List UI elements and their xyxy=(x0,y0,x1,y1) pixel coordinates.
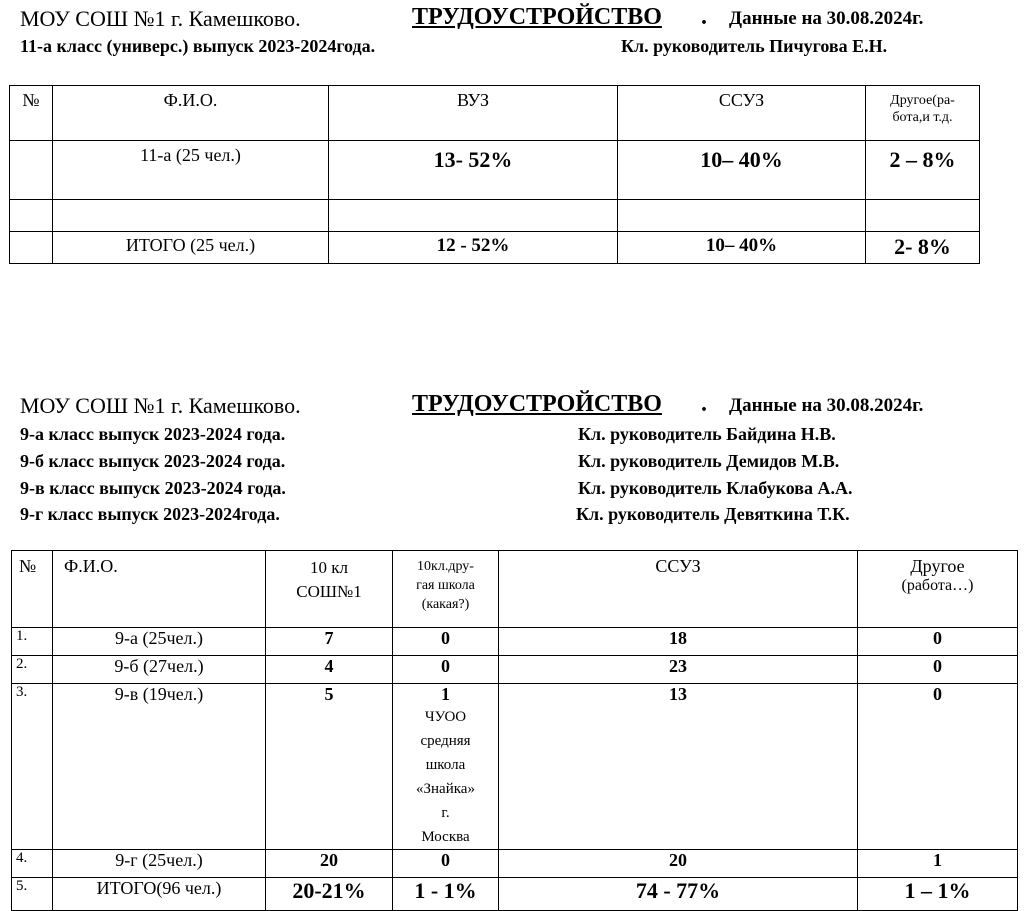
header-other-school-line1: 10кл.дру- xyxy=(417,559,474,574)
row-ssuz: 13 xyxy=(499,684,858,850)
row-other: 2 – 8% xyxy=(866,141,980,200)
row-other-school: 0 xyxy=(393,628,499,656)
report1-date: Данные на 30.08.2024г. xyxy=(729,8,924,29)
report2-class-line: 9-в класс выпуск 2023-2024 года. xyxy=(20,478,286,498)
report1-title-text: ТРУДОУСТРОЙСТВО xyxy=(412,4,662,30)
report1-school: МОУ СОШ №1 г. Камешково. xyxy=(20,6,301,31)
report1-table-row xyxy=(10,141,980,200)
report1-total-row xyxy=(10,232,980,264)
report2-title-text: ТРУДОУСТРОЙСТВО xyxy=(412,391,662,417)
row-school1: 7 xyxy=(266,628,393,656)
report1-header-row xyxy=(10,86,980,141)
row-other: 0 xyxy=(858,628,1018,656)
row-fio: 11-а (25 чел.) xyxy=(53,141,329,200)
row-vuz: 13- 52% xyxy=(329,141,618,200)
report1-table xyxy=(9,85,980,264)
header-other-school-line2: гая школа xyxy=(416,578,475,593)
report2-header-row xyxy=(12,551,1018,628)
report2-title-dot: . xyxy=(701,391,707,417)
report2-class-line: 9-б класс выпуск 2023-2024 года. xyxy=(20,451,286,471)
note-line: г. xyxy=(441,805,450,821)
row-num: 3. xyxy=(12,684,53,850)
row-num: 2. xyxy=(12,656,53,684)
report2-table xyxy=(11,550,1018,911)
report2-table-row xyxy=(12,656,1018,684)
total-ssuz: 10– 40% xyxy=(618,232,866,264)
row-other-school: 0 xyxy=(393,656,499,684)
report1-title xyxy=(412,4,662,31)
row-school1: 5 xyxy=(266,684,393,850)
report1-teacher-line: Кл. руководитель Пичугова Е.Н. xyxy=(621,36,888,56)
header-num: № xyxy=(10,86,53,141)
total-school1: 20-21% xyxy=(266,878,393,911)
row-fio: 9-а (25чел.) xyxy=(53,628,266,656)
header-other-line2: (работа…) xyxy=(901,577,974,594)
empty-cell xyxy=(866,200,980,232)
row-other-school-value: 1 xyxy=(441,684,450,704)
row-num xyxy=(10,141,53,200)
report2-class-line: 9-а класс выпуск 2023-2024 года. xyxy=(20,424,286,444)
report2-total-row xyxy=(12,878,1018,911)
report2-table-row xyxy=(12,684,1018,850)
empty-cell xyxy=(10,200,53,232)
row-ssuz: 23 xyxy=(499,656,858,684)
note-line: Москва xyxy=(421,829,470,845)
header-other-line1: Другое xyxy=(910,556,965,576)
note-line: школа xyxy=(425,757,466,773)
row-fio: 9-в (19чел.) xyxy=(53,684,266,850)
note-line: ЧУОО xyxy=(424,709,467,725)
empty-cell xyxy=(618,200,866,232)
note-line: средняя xyxy=(420,733,471,749)
header-other-line1: Другое(ра- xyxy=(890,93,955,108)
report2-teacher-line: Кл. руководитель Клабукова А.А. xyxy=(578,478,853,498)
row-ssuz: 18 xyxy=(499,628,858,656)
total-vuz: 12 - 52% xyxy=(329,232,618,264)
header-other-line2: бота,и т.д. xyxy=(892,110,953,125)
row-other: 1 xyxy=(858,850,1018,878)
report2-teacher-line: Кл. руководитель Байдина Н.В. xyxy=(578,424,836,444)
empty-cell xyxy=(329,200,618,232)
row-school1: 4 xyxy=(266,656,393,684)
report2-teacher-line: Кл. руководитель Демидов М.В. xyxy=(578,451,840,471)
total-ssuz: 74 - 77% xyxy=(499,878,858,911)
header-other-school xyxy=(393,551,499,628)
row-ssuz: 20 xyxy=(499,850,858,878)
report2-class-line: 9-г класс выпуск 2023-2024года. xyxy=(20,504,280,524)
header-num: № xyxy=(12,551,53,628)
header-fio: Ф.И.О. xyxy=(53,86,329,141)
header-other xyxy=(866,86,980,141)
row-other-school: 0 xyxy=(393,850,499,878)
total-other: 1 – 1% xyxy=(858,878,1018,911)
row-num: 1. xyxy=(12,628,53,656)
report2-table-row xyxy=(12,850,1018,878)
row-fio: 9-б (27чел.) xyxy=(53,656,266,684)
note-line: «Знайка» xyxy=(416,781,475,797)
report2-title xyxy=(412,391,662,418)
report1-empty-row xyxy=(10,200,980,232)
report2-table-row xyxy=(12,628,1018,656)
header-other xyxy=(858,551,1018,628)
total-fio: ИТОГО(96 чел.) xyxy=(53,878,266,911)
header-school1 xyxy=(266,551,393,628)
total-other: 2- 8% xyxy=(866,232,980,264)
row-num: 5. xyxy=(12,878,53,911)
row-other-school xyxy=(393,684,499,850)
header-school1-line1: 10 кл xyxy=(310,558,348,577)
report1-class-line: 11-а класс (универс.) выпуск 2023-2024года. xyxy=(20,36,376,56)
row-school1: 20 xyxy=(266,850,393,878)
row-other: 0 xyxy=(858,684,1018,850)
header-school1-line2: СОШ№1 xyxy=(296,582,362,601)
row-num: 4. xyxy=(12,850,53,878)
empty-cell xyxy=(53,200,329,232)
report2-date: Данные на 30.08.2024г. xyxy=(729,395,924,416)
report2-teacher-line: Кл. руководитель Девяткина Т.К. xyxy=(576,504,850,524)
header-other-school-line3: (какая?) xyxy=(421,597,470,612)
row-other: 0 xyxy=(858,656,1018,684)
total-other-school: 1 - 1% xyxy=(393,878,499,911)
total-fio: ИТОГО (25 чел.) xyxy=(53,232,329,264)
report2-school: МОУ СОШ №1 г. Камешково. xyxy=(20,393,301,418)
row-num xyxy=(10,232,53,264)
header-fio: Ф.И.О. xyxy=(53,551,266,628)
report1-title-dot: . xyxy=(701,4,707,30)
row-fio: 9-г (25чел.) xyxy=(53,850,266,878)
row-ssuz: 10– 40% xyxy=(618,141,866,200)
header-vuz: ВУЗ xyxy=(329,86,618,141)
header-ssuz: ССУЗ xyxy=(499,551,858,628)
header-ssuz: ССУЗ xyxy=(618,86,866,141)
row-other-school-note xyxy=(393,705,498,849)
